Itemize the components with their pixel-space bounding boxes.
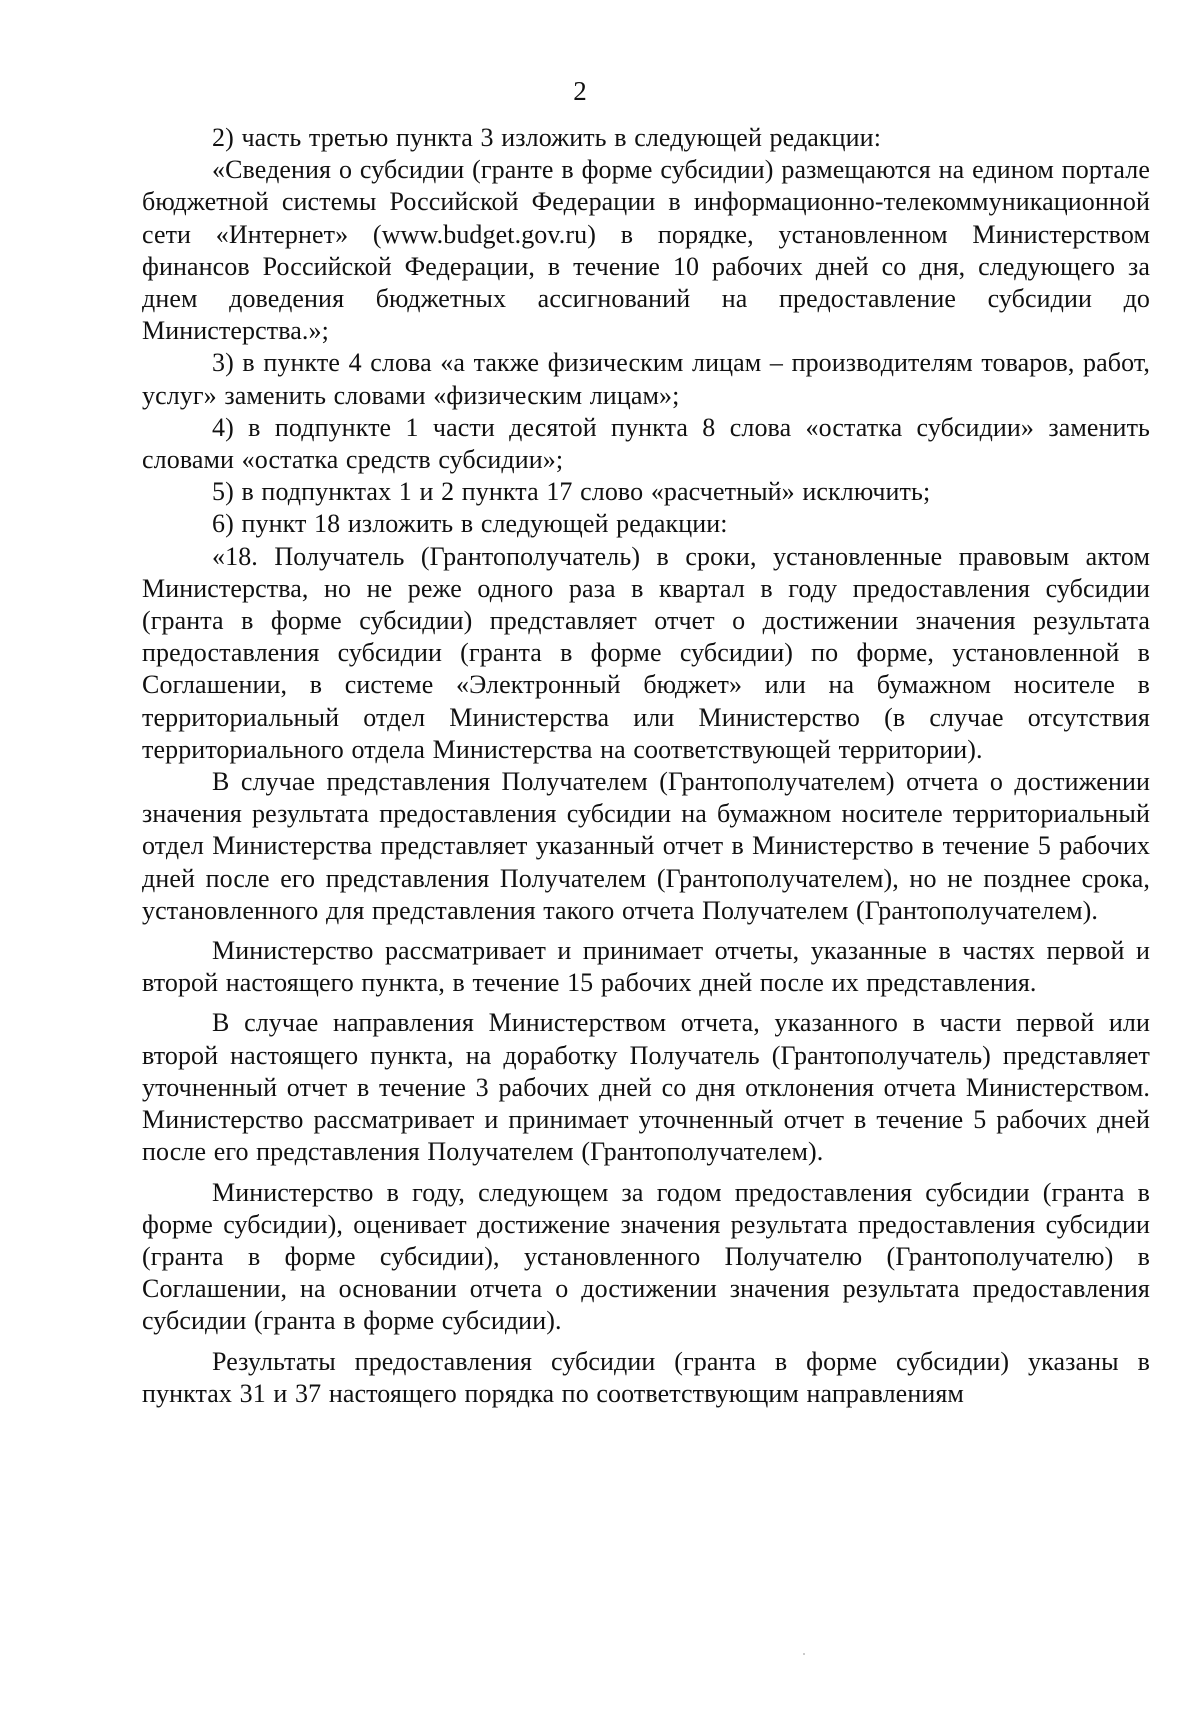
paragraph-item-5: 5) в подпунктах 1 и 2 пункта 17 слово «расчетный» исключить; [212, 477, 931, 507]
page-number: 2 [573, 76, 587, 106]
paragraph-item-3: 3) в пункте 4 слова «а также физическим лицам – производителям товаров, работ, услуг» заменить словами «физическим лицам»; [142, 348, 1150, 410]
paragraph-result-evaluation: Министерство в году, следующем за годом предоставления субсидии (гранта в форме субсидии), оценивает достижение значения результата предоставления субсидии (гранта в форме субсидии), установленного Получателю (Грантополучателю) в Соглашении, на основании отчета о достижении значения результата предоставления субсидии (гранта в форме субсидии). [142, 1177, 1150, 1336]
paragraph-paper-report: В случае представления Получателем (Грантополучателем) отчета о достижении значения результата предоставления субсидии на бумажном носителе территориальный отдел Министерства представляет указанный отчет в Министерство в течение 5 рабочих дней после его представления Получателем (Грантополучателем), но не позднее срока, установленного для представления такого отчета Получателем (Грантополучателем). [142, 767, 1150, 925]
paragraph-results-reference: Результаты предоставления субсидии (гранта в форме субсидии) указаны в пунктах 31 и 37 настоящего порядка по соответствующим направлениям [142, 1346, 1150, 1408]
paragraph-item-2: 2) часть третью пункта 3 изложить в следующей редакции: [212, 123, 882, 152]
paragraph-item-4: 4) в подпункте 1 части десятой пункта 8 слова «остатка субсидии» заменить словами «остатка средств субсидии»; [142, 412, 1150, 475]
scan-speck [803, 1653, 805, 1655]
paragraph-point-18: «18. Получатель (Грантополучатель) в сроки, установленные правовым актом Министерства, но не реже одного раза в квартал в году предоставления субсидии (гранта в форме субсидии) представляет отчет о достижении значения результата предоставления субсидии (гранта в форме субсидии) по форме, установленной в Соглашении, в системе «Электронный бюджет» или на бумажном носителе в территориальный отдел Министерства или Министерство (в случае отсутствия территориального отдела Министерства на соответствующей территории). [142, 541, 1150, 764]
paragraph-report-revision: В случае направления Министерством отчета, указанного в части первой или второй настоящего пункта, на доработку Получатель (Грантополучатель) представляет уточненный отчет в течение 3 рабочих дней со дня отклонения отчета Министерством. Министерство рассматривает и принимает уточненный отчет в течение 5 рабочих дней после его представления Получателем (Грантополучателем). [142, 1008, 1150, 1167]
document-body [142, 122, 1150, 1410]
paragraph-subsidy-info-placement: «Сведения о субсидии (гранте в форме субсидии) размещаются на едином портале бюджетной системы Российской Федерации в информационно-телекоммуникационной сети «Интернет» (www.budget.gov.ru) в порядке, установленном Министерством финансов Российской Федерации, в течение 10 рабочих дней со дня, следующего за днем доведения бюджетных ассигнований на предоставление субсидии до Министерства.»; [142, 155, 1150, 346]
paragraph-item-6: 6) пункт 18 изложить в следующей редакции: [212, 509, 728, 539]
paragraph-report-review: Министерство рассматривает и принимает отчеты, указанные в частях первой и второй настоящего пункта, в течение 15 рабочих дней после их представления. [142, 936, 1150, 998]
